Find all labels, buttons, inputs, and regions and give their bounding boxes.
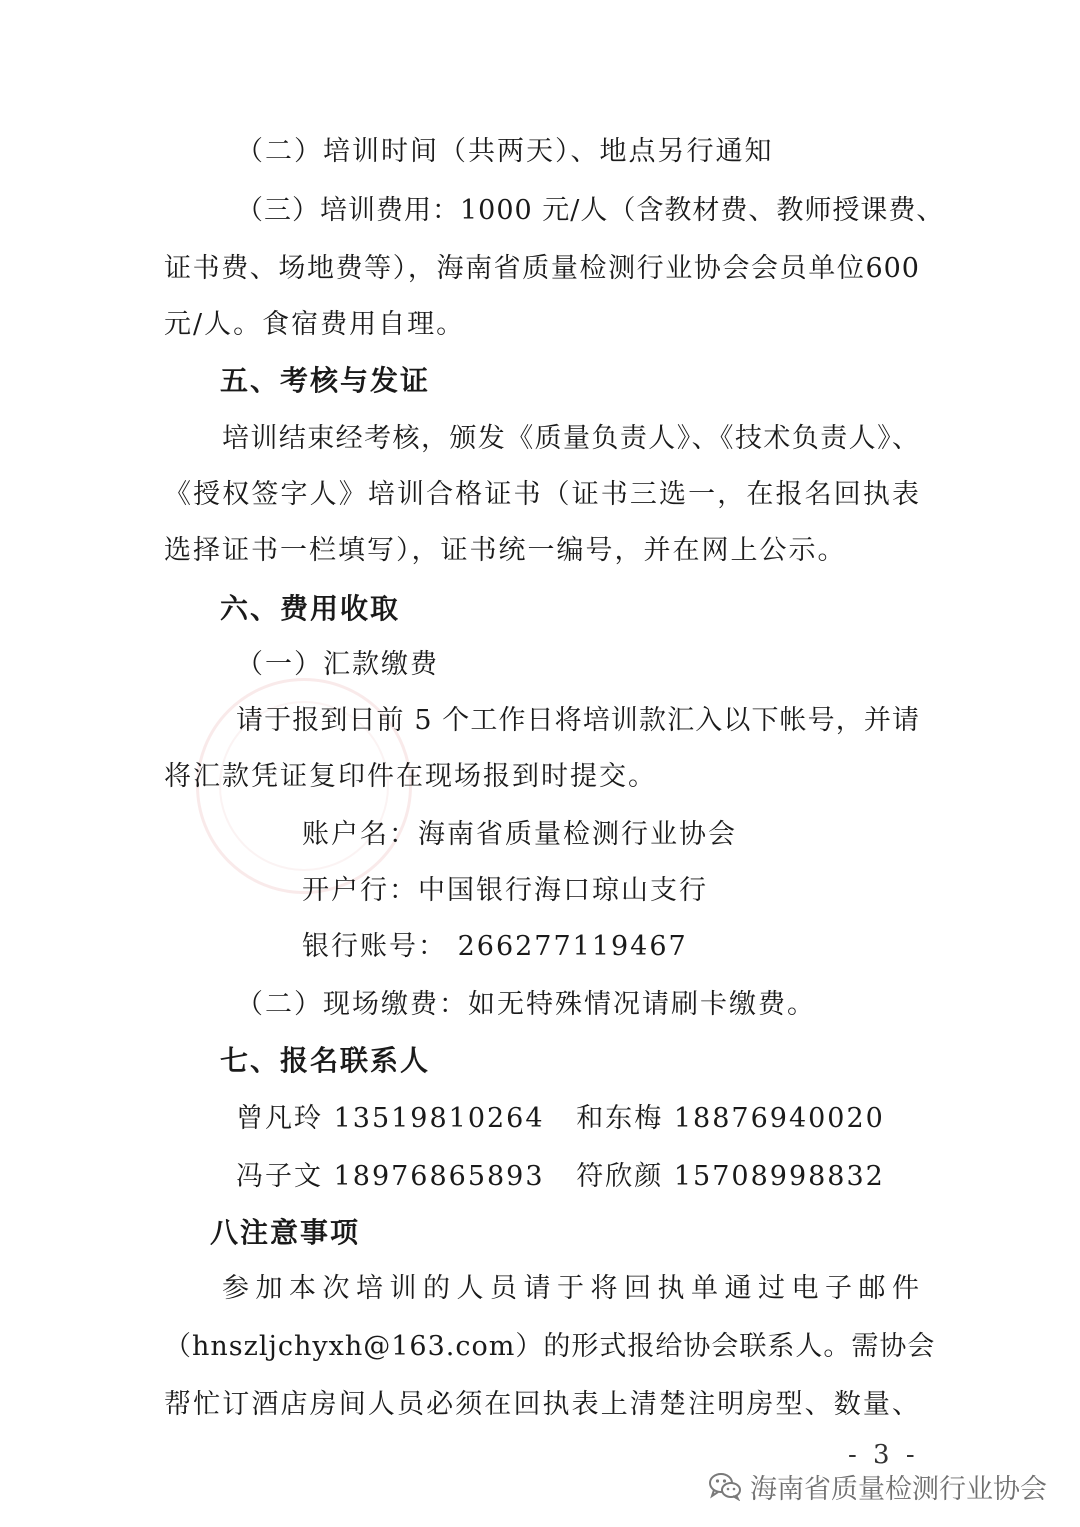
contact-row: 曾凡玲 13519810264 和东梅 18876940020 — [236, 1103, 885, 1134]
paragraph-line: 参加本次培训的人员请于将回执单通过电子邮件 — [222, 1273, 920, 1304]
paragraph-line: 证书费、场地费等），海南省质量检测行业协会会员单位600 — [164, 253, 920, 284]
page-number: - 3 - — [848, 1440, 919, 1470]
subsection-heading: （一）汇款缴费 — [236, 649, 439, 680]
paragraph-line: 将汇款凭证复印件在现场报到时提交。 — [164, 761, 657, 792]
account-name: 账户名：海南省质量检测行业协会 — [302, 819, 737, 850]
paragraph-line: 请于报到日前 5 个工作日将培训款汇入以下帐号，并请 — [236, 705, 920, 736]
subsection-heading: （二）现场缴费：如无特殊情况请刷卡缴费。 — [236, 989, 816, 1020]
paragraph-line: 帮忙订酒店房间人员必须在回执表上清楚注明房型、数量、 — [164, 1389, 920, 1420]
paragraph-line: （二）培训时间（共两天）、地点另行通知 — [236, 136, 774, 167]
section-heading: 五、考核与发证 — [220, 364, 431, 397]
paragraph-line: 元/人。食宿费用自理。 — [164, 309, 466, 340]
paragraph-line: （三）培训费用：1000 元/人（含教材费、教师授课费、 — [236, 195, 945, 226]
section-heading: 六、费用收取 — [220, 592, 401, 625]
section-heading: 七、报名联系人 — [220, 1044, 431, 1077]
contact-row: 冯子文 18976865893 符欣颜 15708998832 — [236, 1161, 885, 1192]
paragraph-line: 选择证书一栏填写），证书统一编号，并在网上公示。 — [164, 535, 847, 566]
account-bank: 开户行：中国银行海口琼山支行 — [302, 875, 708, 906]
watermark-text: 海南省质量检测行业协会 — [750, 1473, 1047, 1505]
account-number: 银行账号： 266277119467 — [302, 931, 688, 962]
paragraph-line: 培训结束经考核，颁发《质量负责人》、《技术负责人》、 — [222, 423, 920, 454]
wechat-icon — [708, 1471, 742, 1501]
wechat-watermark — [708, 1468, 1047, 1504]
paragraph-line: 《授权签字人》培训合格证书（证书三选一，在报名回执表 — [164, 479, 920, 510]
section-heading: 八注意事项 — [210, 1216, 361, 1249]
paragraph-line: （hnszljchyxh@163.com）的形式报给协会联系人。需协会 — [164, 1331, 936, 1362]
